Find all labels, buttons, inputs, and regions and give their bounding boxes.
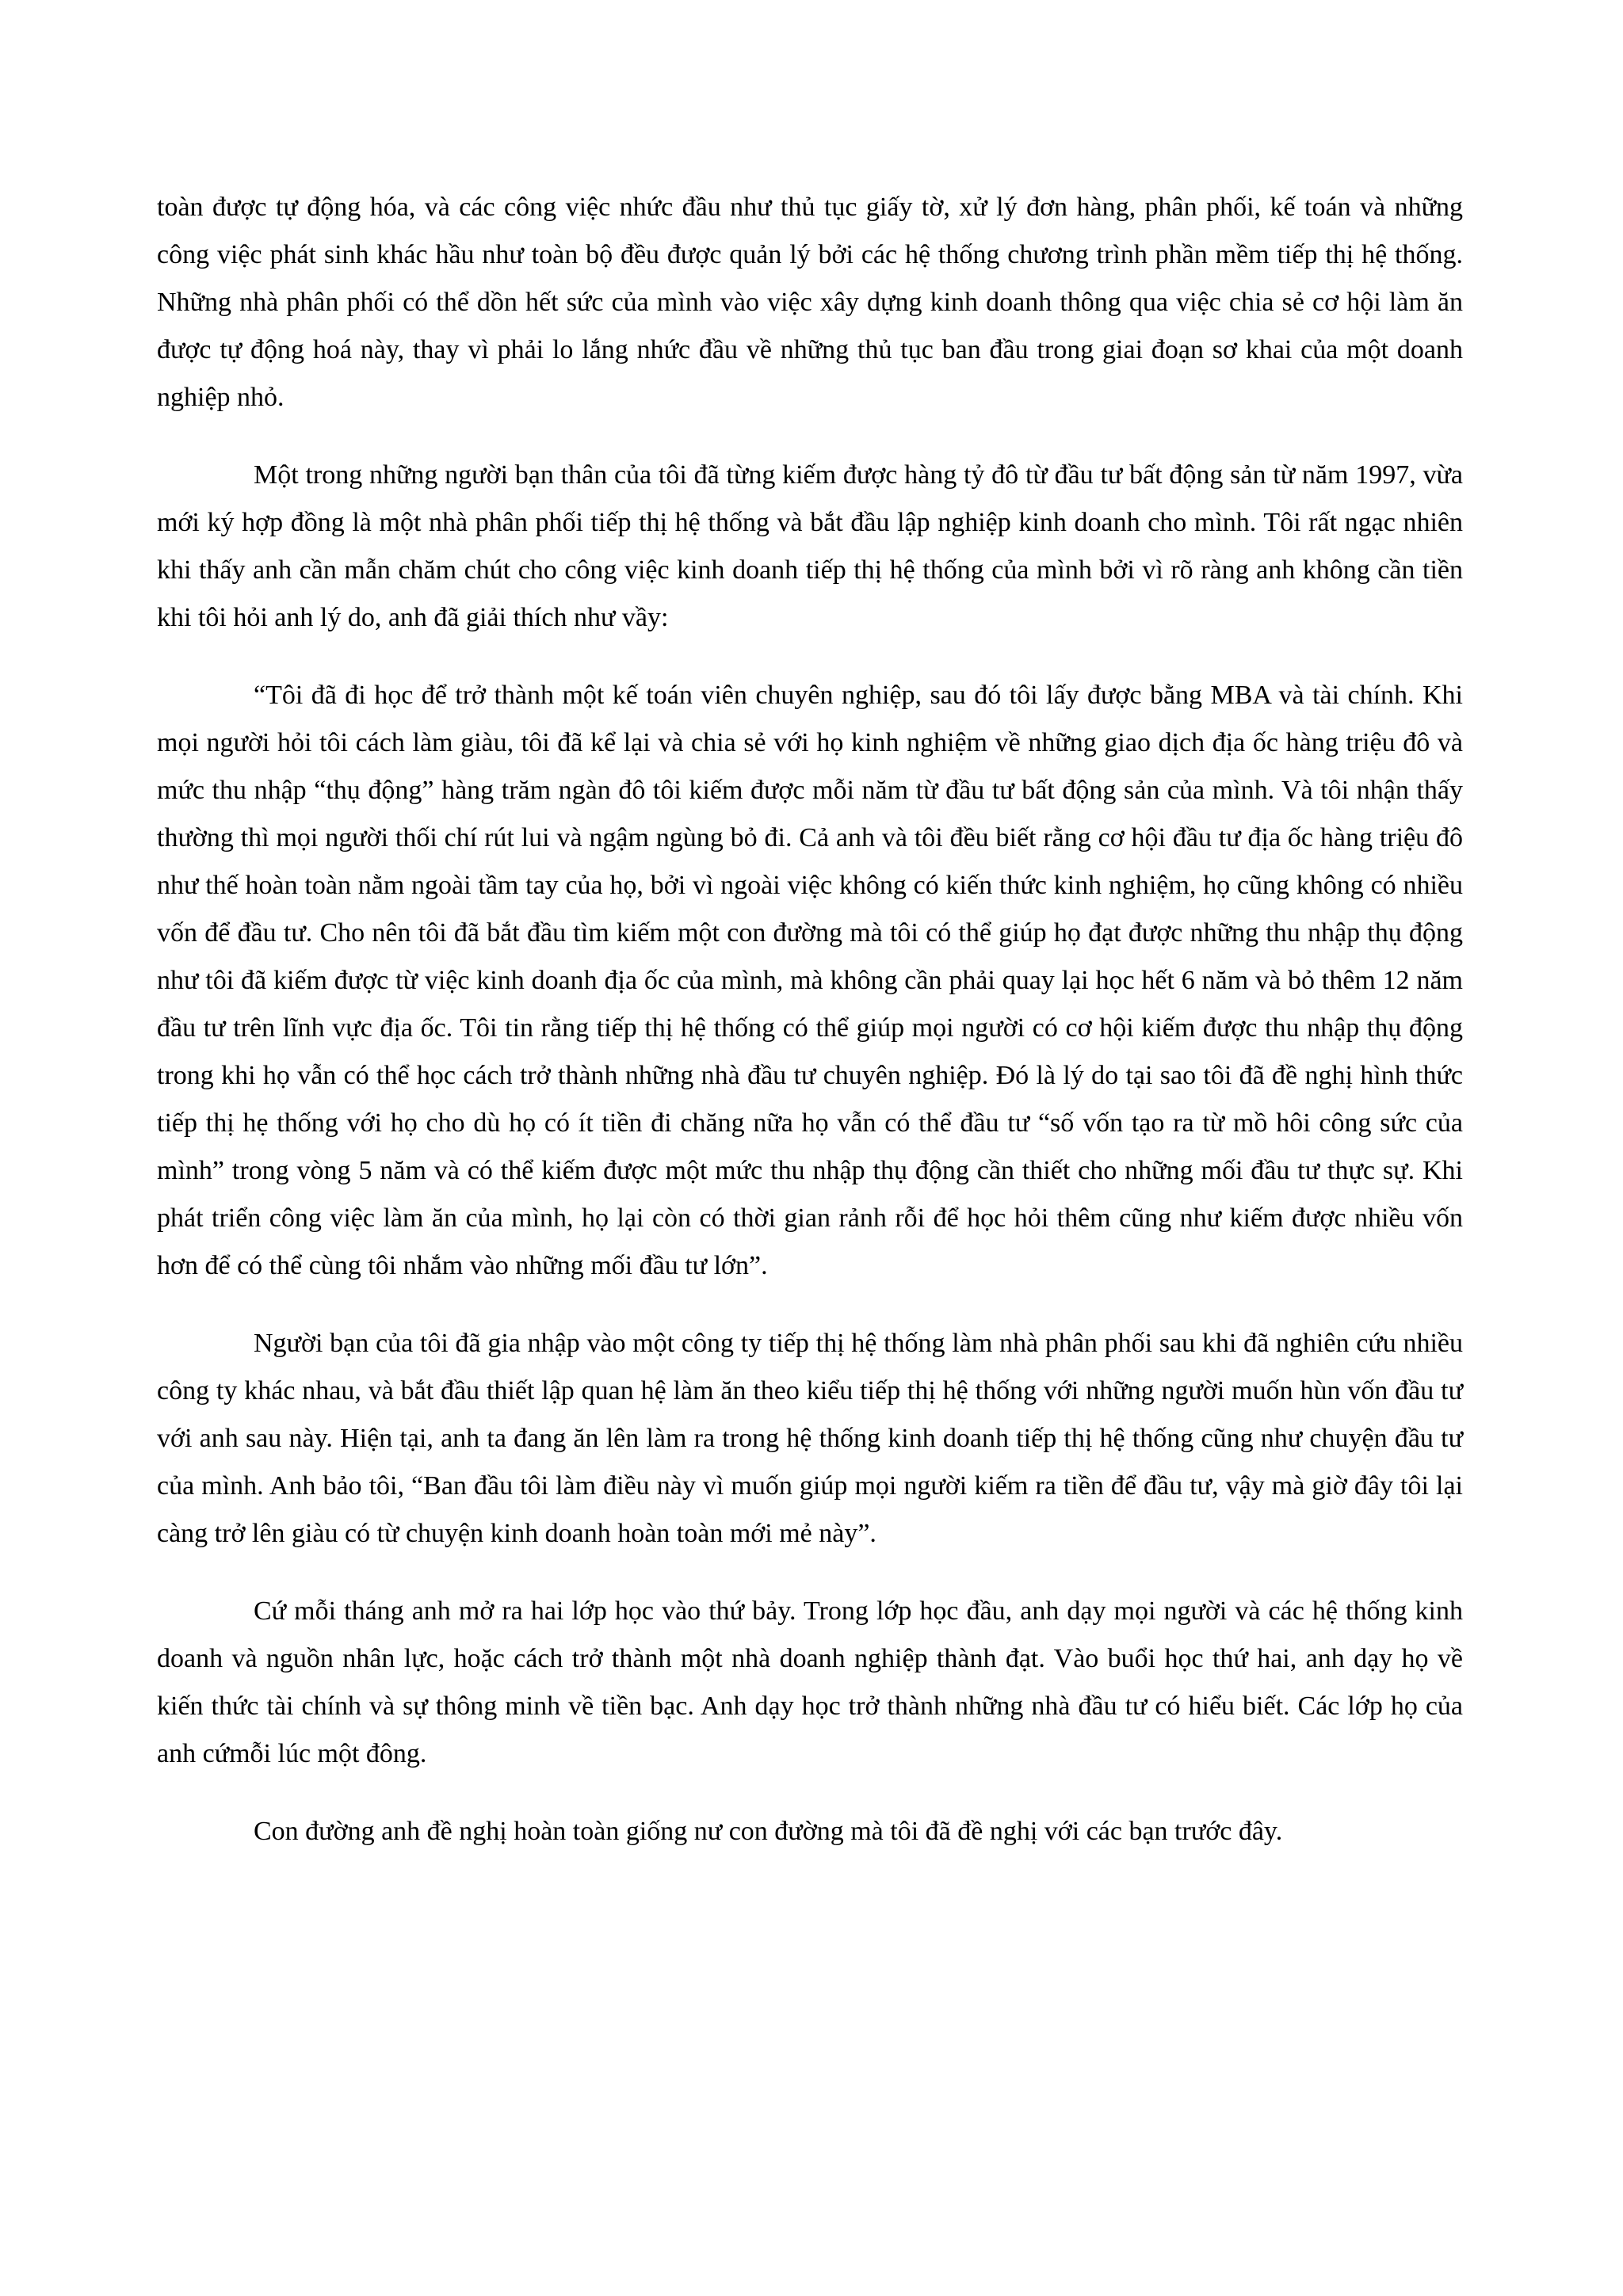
paragraph-6: Con đường anh đề nghị hoàn toàn giống nư con đường mà tôi đã đề nghị với các bạn trước đây.	[254, 1817, 1283, 1846]
paragraph-5: Cứ mỗi tháng anh mở ra hai lớp học vào thứ bảy. Trong lớp học đầu, anh dạy mọi người và các hệ thống kinh doanh và nguồn nhân lực, hoặc cách trở thành một nhà doanh nghiệp thành đạt. Vào buổi học thứ hai, anh dạy họ về kiến thức tài chính và sự thông minh về tiền bạc. Anh dạy học trở thành những nhà đầu tư có hiểu biết. Các lớp họ của anh cứmỗi lúc một đông.	[157, 1596, 1463, 1768]
document-body	[157, 184, 1463, 1855]
paragraph-1: toàn được tự động hóa, và các công việc nhức đầu như thủ tục giấy tờ, xử lý đơn hàng, phân phối, kế toán và những công việc phát sinh khác hầu như toàn bộ đều được quản lý bởi các hệ thống chương trình phần mềm tiếp thị hệ thống. Những nhà phân phối có thể dồn hết sức của mình vào việc xây dựng kinh doanh thông qua việc chia sẻ cơ hội làm ăn được tự động hoá này, thay vì phải lo lắng nhức đầu về những thủ tục ban đầu trong giai đoạn sơ khai của một doanh nghiệp nhỏ.	[157, 193, 1463, 412]
paragraph-2: Một trong những người bạn thân của tôi đã từng kiếm được hàng tỷ đô từ đầu tư bất động sản từ năm 1997, vừa mới ký hợp đồng là một nhà phân phối tiếp thị hệ thống và bắt đầu lập nghiệp kinh doanh cho mình. Tôi rất ngạc nhiên khi thấy anh cần mẫn chăm chút cho công việc kinh doanh tiếp thị hệ thống của mình bởi vì rõ ràng anh không cần tiền khi tôi hỏi anh lý do, anh đã giải thích như vầy:	[157, 460, 1463, 632]
paragraph-3: “Tôi đã đi học để trở thành một kế toán viên chuyên nghiệp, sau đó tôi lấy được bằng MBA và tài chính. Khi mọi người hỏi tôi cách làm giàu, tôi đã kể lại và chia sẻ với họ kinh nghiệm về những giao dịch địa ốc hàng triệu đô và mức thu nhập “thụ động” hàng trăm ngàn đô tôi kiếm được mỗi năm từ đầu tư bất động sản của mình. Và tôi nhận thấy thường thì mọi người thối chí rút lui và ngậm ngùng bỏ đi. Cả anh và tôi đều biết rằng cơ hội đầu tư địa ốc hàng triệu đô như thế hoàn toàn nằm ngoài tầm tay của họ, bởi vì ngoài việc không có kiến thức kinh nghiệm, họ cũng không có nhiều vốn để đầu tư. Cho nên tôi đã bắt đầu tìm kiếm một con đường mà tôi có thể giúp họ đạt được những thu nhập thụ động như tôi đã kiếm được từ việc kinh doanh địa ốc của mình, mà không cần phải quay lại học hết 6 năm và bỏ thêm 12 năm đầu tư trên lĩnh vực địa ốc. Tôi tin rằng tiếp thị hệ thống có thể giúp mọi người có cơ hội kiếm được thu nhập thụ động trong khi họ vẫn có thể học cách trở thành những nhà đầu tư chuyên nghiệp. Đó là lý do tại sao tôi đã đề nghị hình thức tiếp thị hẹ thống với họ cho dù họ có ít tiền đi chăng nữa họ vẫn có thể đầu tư “số vốn tạo ra từ mồ hôi công sức của mình” trong vòng 5 năm và có thể kiếm được một mức thu nhập thụ động cần thiết cho những mối đầu tư thực sự. Khi phát triển công việc làm ăn của mình, họ lại còn có thời gian rảnh rỗi để học hỏi thêm cũng như kiếm được nhiều vốn hơn để có thể cùng tôi nhắm vào những mối đầu tư lớn”.	[157, 681, 1463, 1280]
paragraph-4: Người bạn của tôi đã gia nhập vào một công ty tiếp thị hệ thống làm nhà phân phối sau khi đã nghiên cứu nhiều công ty khác nhau, và bắt đầu thiết lập quan hệ làm ăn theo kiểu tiếp thị hệ thống với những người muốn hùn vốn đầu tư với anh sau này. Hiện tại, anh ta đang ăn lên làm ra trong hệ thống kinh doanh tiếp thị hệ thống cũng như chuyện đầu tư của mình. Anh bảo tôi, “Ban đầu tôi làm điều này vì muốn giúp mọi người kiếm ra tiền để đầu tư, vậy mà giờ đây tôi lại càng trở lên giàu có từ chuyện kinh doanh hoàn toàn mới mẻ này”.	[157, 1329, 1463, 1548]
